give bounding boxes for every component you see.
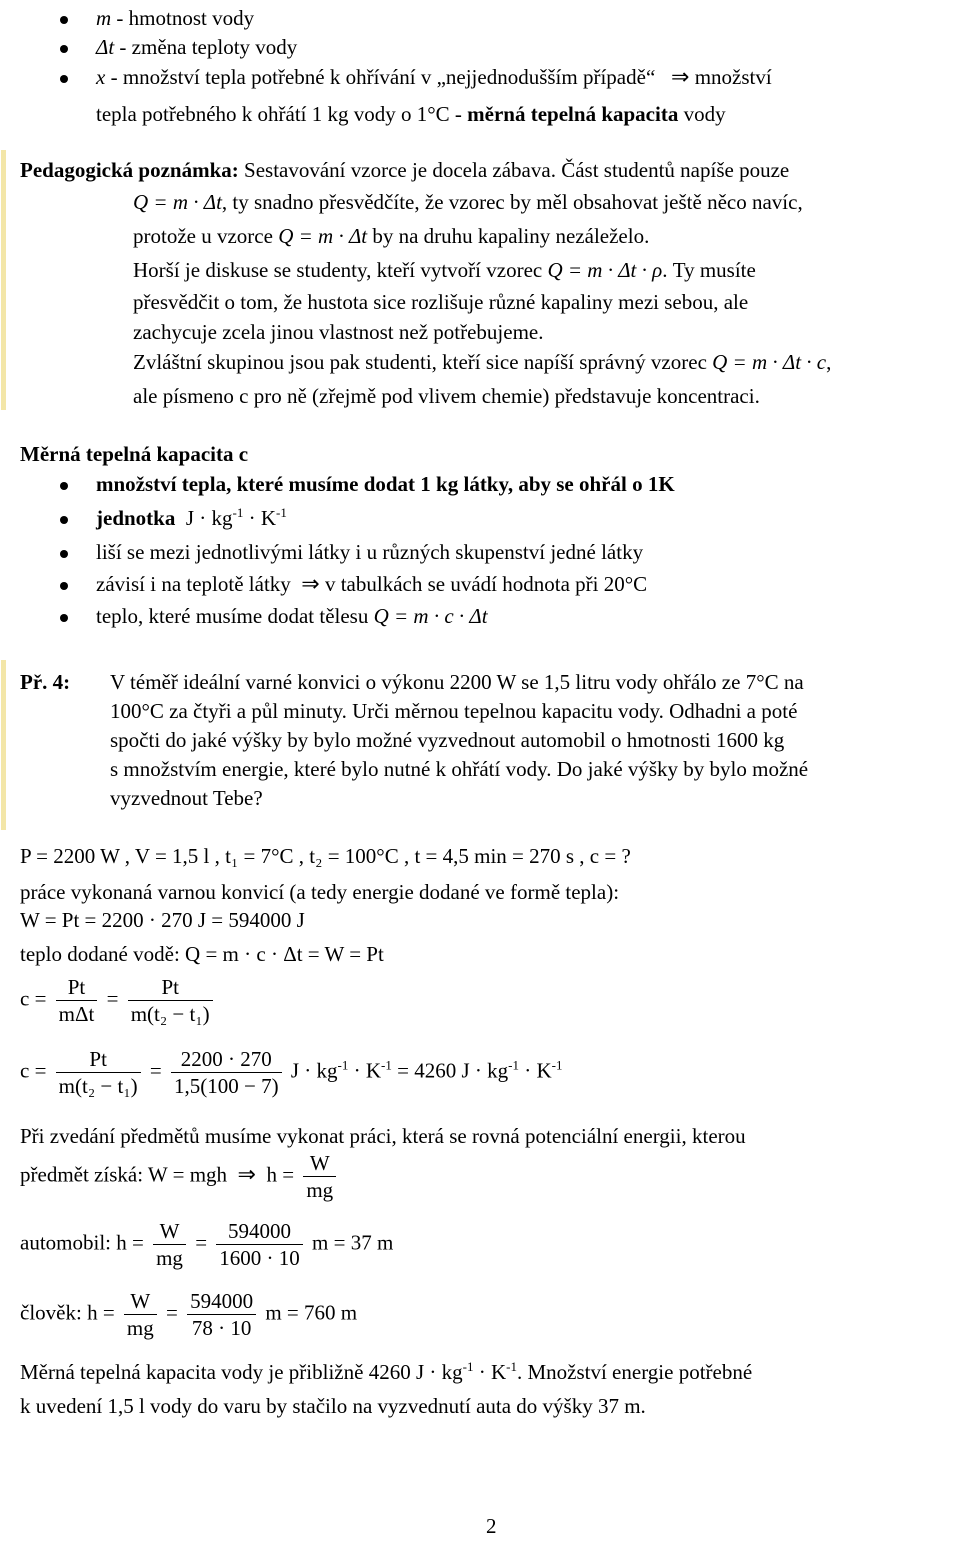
c-calculation: c = $\frac{Pt}{\text{m(t₂ − t₁)}}$ = $\frac{2200 \cdot 270}{1,5(100 - 7)}$ $J \cdot kg^{-1} \cdot K^{-1} = 4260$ $J \cdot kg^{-1} \cdot K^{-1}$ [20, 1047, 563, 1099]
list-item: jednotka $J \cdot kg^{-1} \cdot K^{-1}$ [0, 504, 940, 538]
list-item: m - hmotnost vody [0, 4, 940, 33]
section-heading: Měrná tepelná kapacita c [20, 442, 249, 466]
list-item: x - množství tepla potřebné k ohřívání v „nejjednodušším případě“ ⇒ množství [0, 63, 940, 94]
list-item: Δt - změna teploty vody [0, 33, 940, 62]
solution-text: Při zvedání předmětů musíme vykonat práci, která se rovná potenciální energii, kterou [20, 1124, 746, 1148]
note-line: zachycuje zcela jinou vlastnost než potřebujeme. [133, 320, 544, 344]
example-label: Př. 4: [20, 670, 71, 694]
note-line: Q = m · Δt, ty snadno přesvědčíte, že vzorec by měl obsahovat ještě něco navíc, [133, 190, 803, 214]
note-margin-bar [1, 150, 6, 410]
variable-list [0, 4, 940, 94]
solution-text: práce vykonaná varnou konvicí (a tedy energie dodané ve formě tepla): [20, 880, 620, 904]
conclusion: Měrná tepelná kapacita vody je přibližně 4260 $J \cdot kg^{-1} \cdot K^{-1}$. Množství energie potřebné [20, 1359, 753, 1384]
list-item: teplo, které musíme dodat tělesu Q = m · c · Δt [0, 602, 940, 634]
note-line: přesvědčit o tom, že hustota sice rozlišuje různé kapaliny mezi sebou, ale [133, 290, 749, 314]
car-height: automobil: h = $\frac{W}{mg}$ = $\frac{594000}{1600 \cdot 10}$ m = 37 m [20, 1219, 394, 1271]
list-item: liší se mezi jednotlivými látky i u různých skupenství jedné látky [0, 538, 940, 570]
example-margin-bar [1, 660, 6, 830]
given-values: P = 2200 W , V = 1,5 l , t₁ = 7°C , t₂ = 100°C , t = 4,5 min = 270 s , c = ? [20, 844, 631, 868]
note-line: Horší je diskuse se studenty, kteří vytvoří vzorec Q = m · Δt · ρ. Ty musíte [133, 258, 756, 282]
heat-line: teplo dodané vodě: Q = m · c · Δt = W = Pt [20, 942, 384, 966]
note-line: ale písmeno c pro ně (zřejmě pod vlivem chemie) představuje koncentraci. [133, 384, 760, 408]
note-line: protože u vzorce Q = m · Δt by na druhu kapaliny nezáleželo. [133, 224, 650, 248]
implies-arrow-icon: ⇒ [301, 572, 320, 597]
work-equation: W = Pt = 2200 · 270 J = 594000 J [20, 908, 305, 932]
pedagogical-note-line: Pedagogická poznámka: Sestavování vzorce je docela zábava. Část studentů napíše pouze [20, 158, 790, 182]
example-text: V téměř ideální varné konvici o výkonu 2200 W se 1,5 litru vody ohřálo ze 7°C na 100°C za čtyři a půl minuty. Urči měrnou tepelnou kapacitu vody. Odhadni a poté spočti do jaké výšky by bylo možné vyzvednout automobil o hmotnosti 1600 kg s množstvím energie, které bylo nutné k ohřátí vody. Do jaké výšky by bylo možné vyzvednout Tebe? [110, 670, 809, 810]
implies-arrow-icon: ⇒ [671, 64, 690, 90]
list-item: závisí i na teplotě látky ⇒ v tabulkách se uvádí hodnota při 20°C [0, 570, 940, 602]
list-item-continuation: tepla potřebného k ohřátí 1 kg vody o 1°C - měrná tepelná kapacita vody [96, 102, 726, 126]
property-list [0, 470, 940, 634]
implies-arrow-icon: ⇒ [237, 1162, 256, 1188]
lift-equation: předmět získá: W = mgh ⇒ h = $\frac{W}{mg}$ [20, 1150, 340, 1204]
c-formula: c = $\frac{Pt}{\text{mΔt}}$ = $\frac{Pt}{\text{m(t₂ − t₁)}}$ [20, 974, 217, 1028]
human-height: člověk: h = $\frac{W}{mg}$ = $\frac{594000}{78 \cdot 10}$ m = 760 m [20, 1289, 358, 1341]
conclusion: k uvedení 1,5 l vody do varu by stačilo na vyzvednutí auta do výšky 37 m. [20, 1394, 646, 1418]
list-item: množství tepla, které musíme dodat 1 kg látky, aby se ohřál o 1K [0, 470, 940, 504]
note-line: Zvláštní skupinou jsou pak studenti, kteří sice napíší správný vzorec Q = m · Δt · c, [133, 350, 832, 374]
page-number: 2 [486, 1514, 497, 1538]
